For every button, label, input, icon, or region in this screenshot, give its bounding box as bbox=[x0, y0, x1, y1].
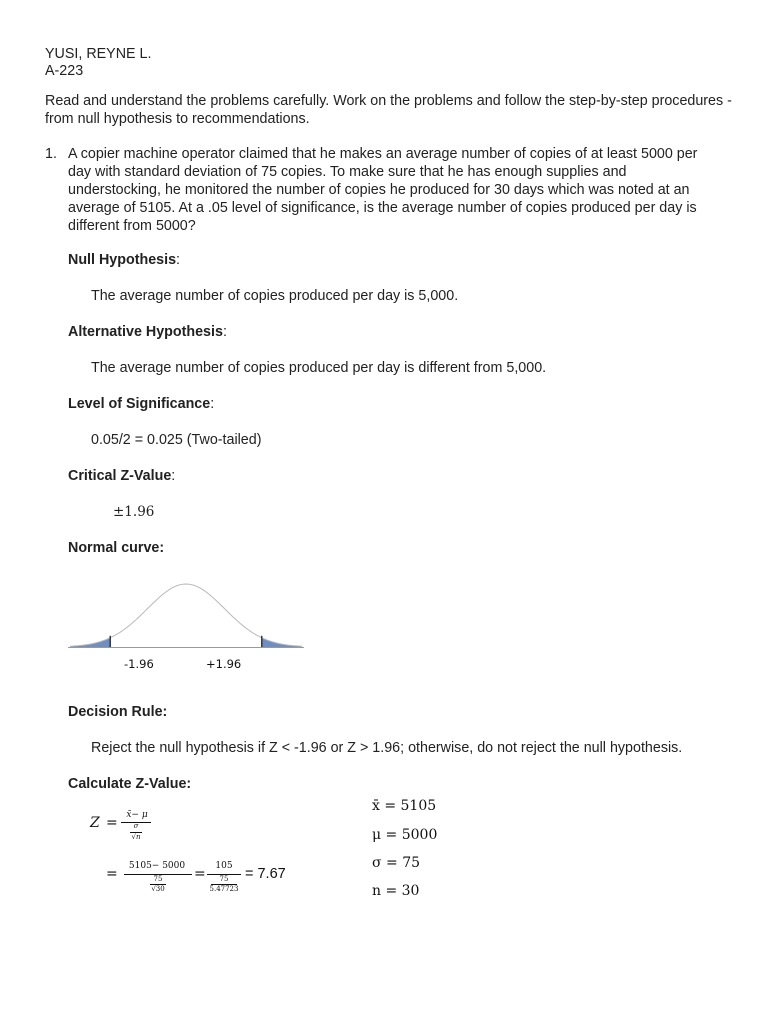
problem-number: 1. bbox=[45, 146, 57, 162]
formula-numerator bbox=[120, 810, 154, 820]
alt-hypothesis-colon: : bbox=[222, 324, 227, 340]
z-result: = 7.67 bbox=[245, 866, 286, 882]
minus-symbol: − bbox=[131, 810, 139, 820]
normal-curve-figure bbox=[68, 578, 308, 650]
right-critical-label: +1.96 bbox=[206, 657, 242, 671]
step-equals-2: = bbox=[194, 866, 206, 882]
student-name: YUSI, REYNE L. bbox=[45, 46, 152, 62]
step-equals-1: = bbox=[106, 866, 118, 882]
given-n: n = 30 bbox=[372, 883, 420, 899]
step-den-bot-1: √30 bbox=[151, 885, 165, 893]
z-symbol: Z bbox=[90, 815, 100, 831]
step-den-bot-2: 5.47723 bbox=[209, 885, 239, 893]
step-den-top-1: 75 bbox=[153, 875, 163, 883]
alt-hypothesis-text: The average number of copies produced per day is different from 5,000. bbox=[91, 360, 547, 376]
bell-curve-line bbox=[70, 584, 302, 646]
decision-rule-heading: Decision Rule: bbox=[68, 704, 168, 720]
step-numerator-1: 5105− 5000 bbox=[128, 861, 186, 871]
given-sigma: σ = 75 bbox=[372, 855, 421, 871]
formula-sqrt-n: √n bbox=[131, 833, 141, 841]
left-critical-label: -1.96 bbox=[124, 657, 154, 671]
mu-symbol: μ bbox=[141, 810, 148, 820]
critical-colon: : bbox=[171, 468, 176, 484]
alt-hypothesis-label: Alternative Hypothesis bbox=[68, 324, 223, 340]
calculate-heading: Calculate Z-Value: bbox=[68, 776, 192, 792]
null-hypothesis-heading bbox=[68, 251, 180, 269]
significance-colon: : bbox=[210, 396, 215, 412]
problem-text: A copier machine operator claimed that he makes an average number of copies of at least 5000 per day with standard deviation of 75 copies. To make sure that he has enough supplies and understocking, he monitored the number of copies he produced for 30 days which was noted at an average of 5105. At a .05 level of significance, is the average number of copies produced per day is different from 5000? bbox=[68, 146, 698, 234]
given-mu: μ = 5000 bbox=[372, 827, 438, 843]
given-xbar: x̄ = 5105 bbox=[372, 798, 437, 814]
xbar-symbol: x̄ bbox=[126, 810, 132, 820]
formula-equals: = bbox=[106, 815, 118, 831]
critical-heading bbox=[68, 467, 175, 485]
significance-heading bbox=[68, 395, 214, 413]
null-hypothesis-text: The average number of copies produced per day is 5,000. bbox=[91, 288, 459, 304]
critical-label: Critical Z-Value bbox=[68, 468, 172, 484]
critical-value: ±1.96 bbox=[113, 504, 155, 520]
formula-sigma: σ bbox=[133, 822, 139, 830]
decision-rule-text: Reject the null hypothesis if Z < -1.96 or Z > 1.96; otherwise, do not reject the null hypothesis. bbox=[91, 740, 683, 756]
normal-curve-heading: Normal curve: bbox=[68, 540, 165, 556]
step-den-top-2: 75 bbox=[219, 875, 229, 883]
step-numerator-2: 105 bbox=[215, 861, 233, 871]
null-hypothesis-label: Null Hypothesis bbox=[68, 252, 177, 268]
instructions: Read and understand the problems carefully. Work on the problems and follow the step-by-step procedures - from null hypothesis to recommendations. bbox=[45, 93, 732, 127]
significance-text: 0.05/2 = 0.025 (Two-tailed) bbox=[91, 432, 262, 448]
alt-hypothesis-heading bbox=[68, 323, 227, 341]
student-section: A-223 bbox=[45, 63, 84, 79]
significance-label: Level of Significance bbox=[68, 396, 211, 412]
null-hypothesis-colon: : bbox=[176, 252, 181, 268]
